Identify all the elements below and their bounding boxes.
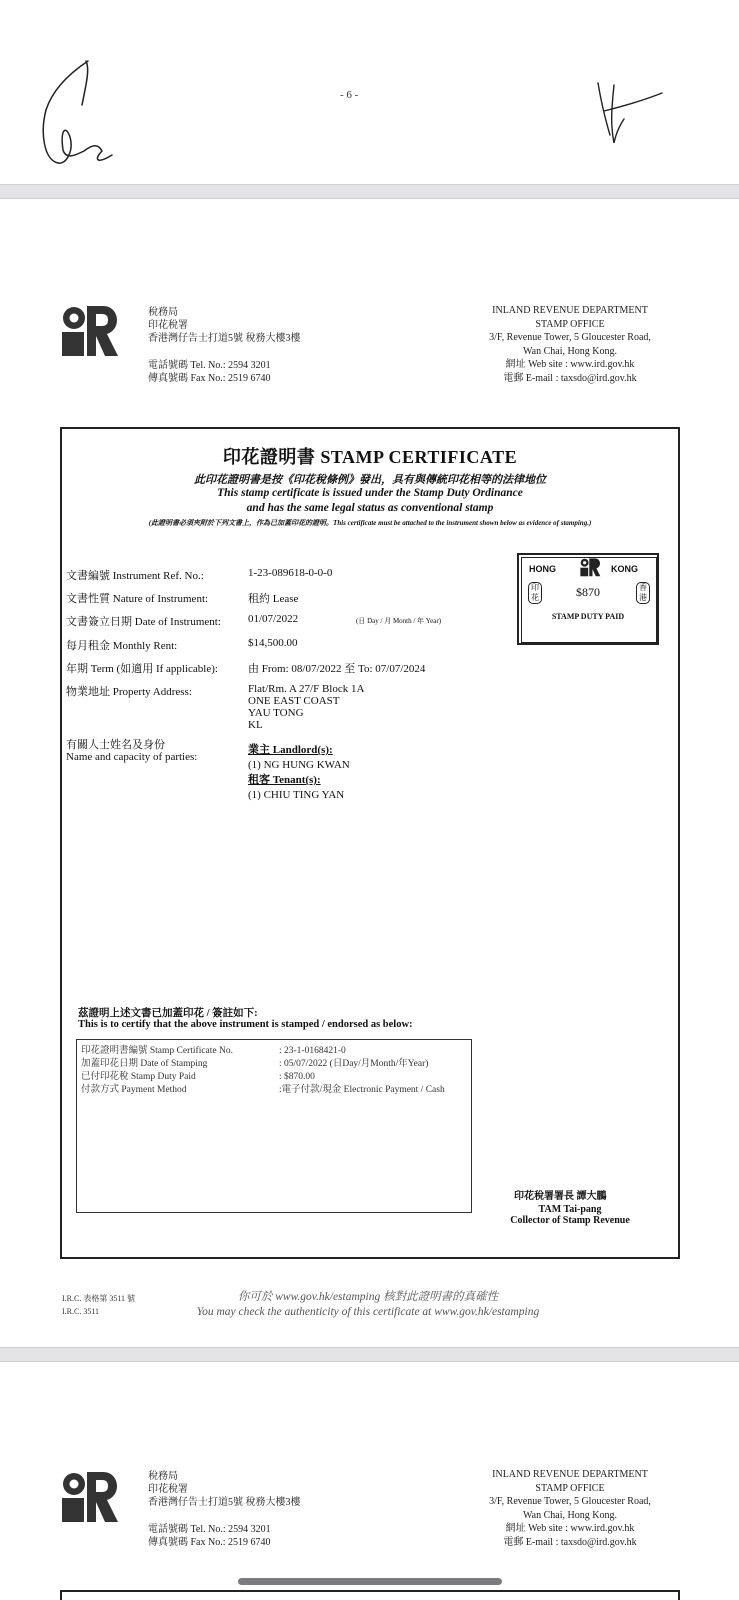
website: 網址 Web site : www.ird.gov.hk [505,1523,635,1534]
dept-en: INLAND REVENUE DEPARTMENT [492,305,648,316]
stamping-details-box [76,1039,472,1213]
field-rent-value: $14,500.00 [248,637,298,649]
header-right [470,304,670,385]
landlord-heading: 業主 Landlord(s): [248,744,333,756]
collector-name: TAM Tai-pang [538,1204,602,1215]
office-zh: 印花稅署 [148,320,188,331]
property-address [248,683,364,731]
detail-label: 加蓋印花日期 Date of Stamping [81,1059,208,1069]
page-number: - 6 - [340,89,359,101]
form-number-zh: I.R.C. 表格第 3511 號 [62,1294,136,1303]
date-format-hint: (日 Day / 月 Month / 年 Year) [356,617,442,625]
field-rent-label: 每月租金 Monthly Rent: [66,640,178,652]
header-left [148,1470,301,1549]
detail-label: 付款方式 Payment Method [81,1085,187,1095]
stamp-duty-paid: STAMP DUTY PAID [551,612,625,621]
field-date-value: 01/07/2022 [248,613,299,625]
dept-zh: 稅務局 [148,307,178,318]
stamp-duty-seal [517,553,659,645]
tenant-name: (1) CHIU TING YAN [248,789,345,801]
stamp-left-chars: 印花 [528,582,542,604]
stamp-ir-logo-icon [577,557,603,577]
stamp-amount: $870 [576,585,600,599]
stamp-hong: HONG [529,564,556,574]
address-en-2: Wan Chai, Hong Kong. [523,1509,617,1521]
subtitle-zh: 此印花證明書是按《印花稅條例》發出，具有與傳統印花相等的法律地位 [194,474,546,486]
email: 電郵 E-mail : taxsdo@ird.gov.hk [503,372,637,384]
field-term-value: 由 From: 08/07/2022 至 To: 07/07/2024 [248,663,426,675]
detail-label: 已付印花稅 Stamp Duty Paid [81,1072,196,1082]
address-en-1: 3/F, Revenue Tower, 5 Gloucester Road, [489,1496,651,1507]
field-ref-label: 文書編號 Instrument Ref. No.: [66,570,204,582]
parties-label-en: Name and capacity of parties: [66,751,198,763]
ird-logo-icon [60,1468,118,1524]
form-number [62,1292,135,1318]
fax: 傳真號碼 Fax No.: 2519 6740 [148,373,271,384]
verify-zh: 你可於 www.gov.hk/estamping 核對此證明書的真確性 [237,1291,499,1303]
collector-block [502,1204,638,1226]
office-zh: 印花稅署 [148,1484,188,1495]
header-right [470,1468,670,1549]
subtitle-en-2: and has the same legal status as conventional stamp [246,502,494,514]
certificate-title: 印花證明書 STAMP CERTIFICATE [222,447,518,467]
fax: 傳真號碼 Fax No.: 2519 6740 [148,1537,271,1548]
field-nature-value: 租約 Lease [248,593,299,605]
details-values [279,1045,445,1097]
details-labels [81,1045,233,1097]
detail-value: : 23-1-0168421-0 [279,1046,346,1056]
office-en: STAMP OFFICE [535,1482,605,1494]
field-date-label: 文書簽立日期 Date of Instrument: [66,616,221,628]
field-term-label: 年期 Term (如適用 If applicable): [66,663,218,675]
stamp-certificate [60,427,680,1259]
tenant-heading: 租客 Tenant(s): [248,774,321,786]
subtitle-en-1: This stamp certificate is issued under the Stamp Duty Ordinance [217,487,523,499]
stamp-right-chars: 香港 [636,582,650,604]
collector-zh: 印花稅署署長 譚大鵬 [514,1191,607,1202]
next-certificate-border [60,1590,680,1600]
parties [248,743,350,803]
parties-label [66,739,197,763]
certify-zh: 茲證明上述文書已加蓋印花 / 簽註如下: [78,1008,258,1019]
scroll-indicator[interactable] [238,1578,502,1585]
office-en: STAMP OFFICE [535,318,605,330]
dept-en: INLAND REVENUE DEPARTMENT [492,1469,648,1480]
tel: 電話號碼 Tel. No.: 2594 3201 [148,1524,271,1535]
parties-label-zh: 有關人士姓名及身份 [66,739,165,751]
property-line: Flat/Rm. A 27/F Block 1A [248,683,365,695]
field-nature-label: 文書性質 Nature of Instrument: [66,593,209,605]
signature-left [36,55,136,175]
tel: 電話號碼 Tel. No.: 2594 3201 [148,360,271,371]
collector-title: Collector of Stamp Revenue [510,1215,630,1226]
dept-zh: 稅務局 [148,1471,178,1482]
address-en-1: 3/F, Revenue Tower, 5 Gloucester Road, [489,332,651,343]
address-zh: 香港灣仔告士打道5號 稅務大樓3樓 [148,1497,301,1508]
property-label: 物業地址 Property Address: [66,686,192,698]
address-zh: 香港灣仔告士打道5號 稅務大樓3樓 [148,333,301,344]
detail-value: : 05/07/2022 (日Day/月Month/年Year) [279,1059,429,1069]
email: 電郵 E-mail : taxsdo@ird.gov.hk [503,1536,637,1548]
ird-logo-icon [60,302,118,358]
page-separator [0,1347,739,1362]
field-ref-value: 1-23-089618-0-0-0 [248,567,333,579]
verify-en: You may check the authenticity of this certificate at www.gov.hk/estamping [196,1306,540,1318]
attachment-note: (此證明書必須夾附於下列文書上，作為已加蓋印花的證明。This certificate must be attached to the instrument shown below as evidence of stamping.) [148,519,592,527]
landlord-name: (1) NG HUNG KWAN [248,759,350,771]
property-line: KL [248,719,263,731]
detail-value: :電子付款/現金 Electronic Payment / Cash [279,1085,445,1095]
detail-value: : $870.00 [279,1072,315,1082]
page-separator [0,184,739,199]
form-number-en: I.R.C. 3511 [62,1307,100,1316]
website: 網址 Web site : www.ird.gov.hk [505,359,635,370]
certify-en: This is to certify that the above instrument is stamped / endorsed as below: [78,1019,413,1030]
address-en-2: Wan Chai, Hong Kong. [523,345,617,357]
header-left [148,306,301,385]
signature-right [590,75,670,155]
detail-label: 印花證明書編號 Stamp Certificate No. [81,1046,233,1056]
property-line: YAU TONG [248,707,304,719]
stamp-kong: KONG [611,564,638,574]
property-line: ONE EAST COAST [248,695,340,707]
